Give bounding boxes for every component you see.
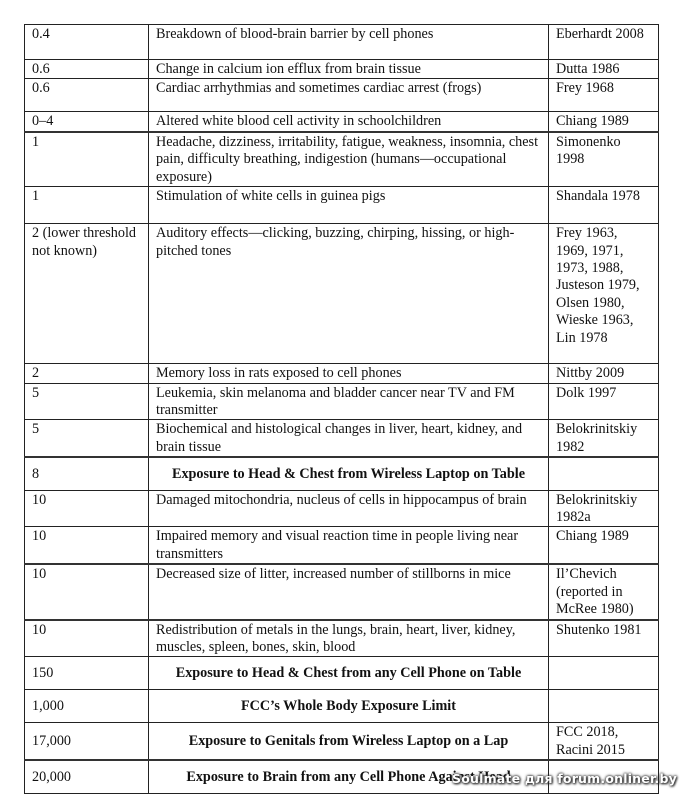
table-row bbox=[25, 564, 659, 619]
source-cell: Simonenko 1998 bbox=[549, 132, 659, 187]
table-row bbox=[25, 383, 659, 420]
table-row bbox=[25, 224, 659, 364]
source-cell: Nittby 2009 bbox=[549, 364, 659, 383]
table-body bbox=[25, 25, 659, 794]
table-row bbox=[25, 364, 659, 383]
level-cell: 8 bbox=[25, 457, 149, 490]
effect-cell: Exposure to Head & Chest from any Cell Phone on Table bbox=[149, 657, 549, 690]
source-cell: Il’Chevich (reported in McRee 1980) bbox=[549, 564, 659, 619]
level-cell: 1 bbox=[25, 187, 149, 224]
source-cell bbox=[549, 457, 659, 490]
source-cell: Frey 1963, 1969, 1971, 1973, 1988, Justeson 1979, Olsen 1980, Wieske 1963, Lin 1978 bbox=[549, 224, 659, 364]
source-cell: Frey 1968 bbox=[549, 79, 659, 112]
level-cell: 10 bbox=[25, 490, 149, 527]
source-cell: FCC 2018, Racini 2015 bbox=[549, 723, 659, 760]
effect-cell: Breakdown of blood-brain barrier by cell phones bbox=[149, 25, 549, 60]
level-cell: 20,000 bbox=[25, 760, 149, 793]
level-cell: 2 (lower threshold not known) bbox=[25, 224, 149, 364]
source-cell: Dutta 1986 bbox=[549, 60, 659, 79]
source-cell: Eberhardt 2008 bbox=[549, 25, 659, 60]
source-cell bbox=[549, 657, 659, 690]
effect-cell: Decreased size of litter, increased number of stillborns in mice bbox=[149, 564, 549, 619]
level-cell: 0.4 bbox=[25, 25, 149, 60]
level-cell: 10 bbox=[25, 527, 149, 564]
level-cell: 0.6 bbox=[25, 79, 149, 112]
table-row bbox=[25, 490, 659, 527]
effect-cell: Cardiac arrhythmias and sometimes cardiac arrest (frogs) bbox=[149, 79, 549, 112]
effect-cell: Damaged mitochondria, nucleus of cells in hippocampus of brain bbox=[149, 490, 549, 527]
level-cell: 1 bbox=[25, 132, 149, 187]
effect-cell: Exposure to Genitals from Wireless Laptop on a Lap bbox=[149, 723, 549, 760]
effect-cell: Leukemia, skin melanoma and bladder cancer near TV and FM transmitter bbox=[149, 383, 549, 420]
effect-cell: Headache, dizziness, irritability, fatigue, weakness, insomnia, chest pain, difficulty breathing, indigestion (humans—occupational exposure) bbox=[149, 132, 549, 187]
table-row bbox=[25, 187, 659, 224]
table-row bbox=[25, 690, 659, 723]
source-cell: Shutenko 1981 bbox=[549, 620, 659, 657]
table-row bbox=[25, 132, 659, 187]
effect-cell: FCC’s Whole Body Exposure Limit bbox=[149, 690, 549, 723]
level-cell: 2 bbox=[25, 364, 149, 383]
table-row bbox=[25, 112, 659, 132]
level-cell: 0.6 bbox=[25, 60, 149, 79]
source-cell: Belokrinitskiy 1982 bbox=[549, 420, 659, 457]
effect-cell: Memory loss in rats exposed to cell phones bbox=[149, 364, 549, 383]
level-cell: 10 bbox=[25, 564, 149, 619]
source-cell: Belokrinitskiy 1982a bbox=[549, 490, 659, 527]
level-cell: 17,000 bbox=[25, 723, 149, 760]
effect-cell: Altered white blood cell activity in schoolchildren bbox=[149, 112, 549, 132]
table-row bbox=[25, 723, 659, 760]
table-row bbox=[25, 620, 659, 657]
level-cell: 5 bbox=[25, 420, 149, 457]
level-cell: 10 bbox=[25, 620, 149, 657]
effect-cell: Auditory effects—clicking, buzzing, chirping, hissing, or high-pitched tones bbox=[149, 224, 549, 364]
source-cell: Chiang 1989 bbox=[549, 112, 659, 132]
source-cell: Shandala 1978 bbox=[549, 187, 659, 224]
source-cell: Chiang 1989 bbox=[549, 527, 659, 564]
table-row bbox=[25, 657, 659, 690]
level-cell: 5 bbox=[25, 383, 149, 420]
effect-cell: Biochemical and histological changes in liver, heart, kidney, and brain tissue bbox=[149, 420, 549, 457]
level-cell: 0–4 bbox=[25, 112, 149, 132]
effect-cell: Change in calcium ion efflux from brain tissue bbox=[149, 60, 549, 79]
table-row bbox=[25, 25, 659, 60]
source-cell: Dolk 1997 bbox=[549, 383, 659, 420]
table-row bbox=[25, 79, 659, 112]
effect-cell: Stimulation of white cells in guinea pigs bbox=[149, 187, 549, 224]
watermark: Soulmate для forum.onliner.by bbox=[452, 771, 677, 786]
level-cell: 1,000 bbox=[25, 690, 149, 723]
level-cell: 150 bbox=[25, 657, 149, 690]
table-row bbox=[25, 457, 659, 490]
effect-cell: Impaired memory and visual reaction time in people living near transmitters bbox=[149, 527, 549, 564]
exposure-effects-table bbox=[24, 24, 659, 794]
effect-cell: Exposure to Brain from any Cell Phone Against Head bbox=[149, 760, 549, 793]
table-row bbox=[25, 527, 659, 564]
effect-cell: Exposure to Head & Chest from Wireless Laptop on Table bbox=[149, 457, 549, 490]
source-cell bbox=[549, 690, 659, 723]
table-row bbox=[25, 420, 659, 457]
table-row bbox=[25, 60, 659, 79]
effect-cell: Redistribution of metals in the lungs, brain, heart, liver, kidney, muscles, spleen, bones, skin, blood bbox=[149, 620, 549, 657]
